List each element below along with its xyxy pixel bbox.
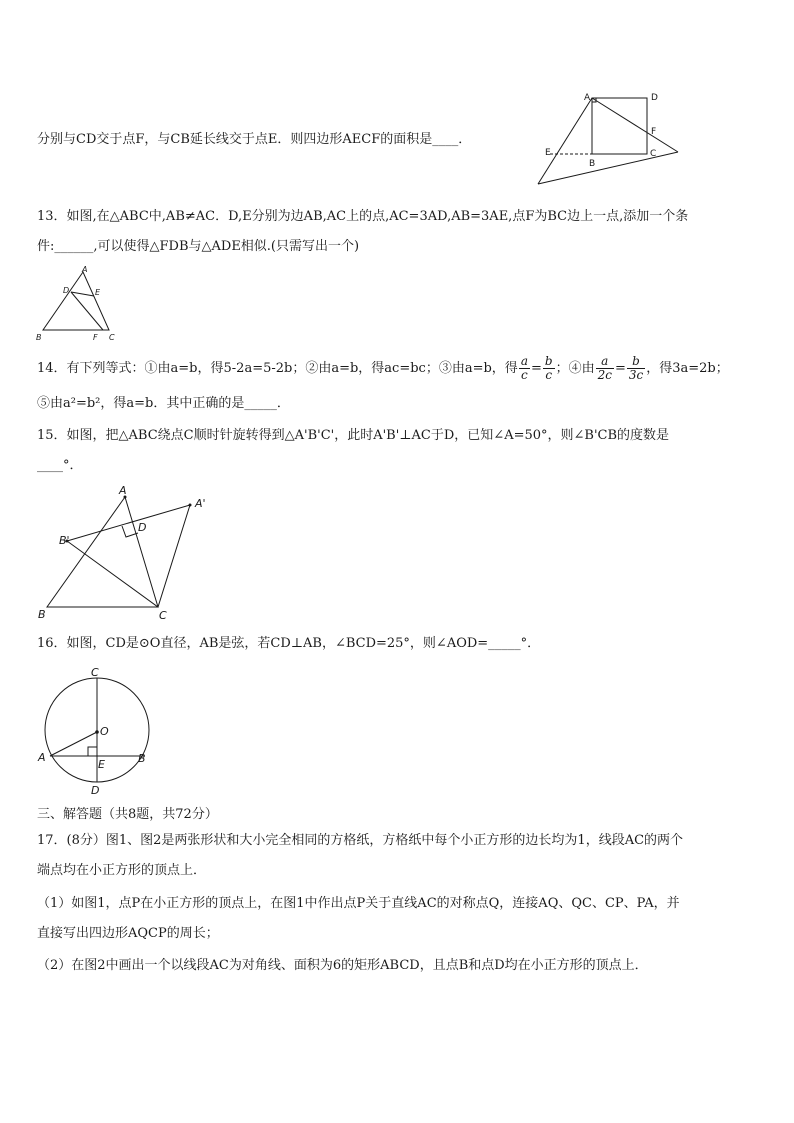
q17-line-2: 端点均在小正方形的顶点上． bbox=[37, 863, 207, 878]
q14-line-1 bbox=[37, 355, 729, 382]
q16-text: 16．如图，CD是⊙O直径，AB是弦，若CD⊥AB，∠BCD=25°，则∠AOD=_____°． bbox=[37, 636, 541, 651]
q15-triangle-abc bbox=[47, 497, 158, 607]
q13-triangle bbox=[43, 272, 109, 330]
q12-label-a: A bbox=[584, 93, 591, 103]
q14-part-2: ；④由 bbox=[555, 361, 595, 376]
q16-right-angle bbox=[88, 747, 97, 756]
q15-line-1: 15．如图，把△ABC绕点C顺时针旋转得到△A'B'C'，此时A'B'⊥AC于D，已知∠A=50°，则∠B'CB的度数是 bbox=[37, 428, 670, 443]
q16-label-b: B bbox=[138, 752, 146, 765]
q15-label-a-prime: A' bbox=[195, 497, 206, 510]
q12-side-ae bbox=[538, 98, 592, 184]
q12-label-e: E bbox=[545, 148, 551, 158]
q15-figure bbox=[35, 480, 220, 625]
q16-label-a: A bbox=[38, 751, 46, 764]
q16-segment-ao bbox=[50, 732, 97, 756]
q13-label-e: E bbox=[95, 288, 101, 297]
q14-frac-4: $\frac{b}{3c}$ bbox=[628, 354, 644, 382]
q16-label-e: E bbox=[98, 758, 105, 771]
q12-square bbox=[592, 98, 647, 154]
q12-label-c: C bbox=[650, 149, 657, 159]
q12-label-f: F bbox=[651, 127, 657, 137]
q14-frac-1: $\frac{a}{c}$ bbox=[520, 354, 528, 382]
q14-frac-2: $\frac{b}{c}$ bbox=[544, 354, 553, 382]
section-3-heading: 三、解答题（共8题，共72分） bbox=[37, 807, 218, 822]
q14-frac-3: $\frac{a}{2c}$ bbox=[597, 354, 612, 382]
q14-part-1: 14．有下列等式：①由a=b，得5-2a=5-2b；②由a=b，得ac=bc；③由a=b，得 bbox=[37, 361, 518, 376]
q12-side-ec bbox=[538, 152, 678, 184]
q15-label-b: B bbox=[38, 608, 46, 621]
q13-segment-df bbox=[71, 292, 103, 330]
q15-label-a: A bbox=[119, 484, 127, 497]
q15-label-b-prime: B' bbox=[59, 534, 70, 547]
q16-label-d: D bbox=[91, 784, 100, 797]
q17-line-5: （2）在图2中画出一个以线段AC为对角线、面积为6的矩形ABCD，且点B和点D均在小正方形的顶点上． bbox=[37, 958, 648, 973]
q13-line-1: 13．如图,在△ABC中,AB≠AC．D,E分别为边AB,AC上的点,AC=3AD,AB=3AE,点F为BC边上一点,添加一个条 bbox=[37, 209, 689, 224]
q14-part-3: ，得3a=2b； bbox=[646, 361, 729, 376]
q17-line-3: （1）如图1，点P在小正方形的顶点上，在图1中作出点P关于直线AC的对称点Q，连接AQ、QC、CP、PA，并 bbox=[37, 896, 680, 911]
q15-line-2: ____°． bbox=[37, 458, 83, 473]
q15-triangle-a2b2c bbox=[67, 505, 190, 607]
q15-label-c: C bbox=[159, 609, 167, 622]
q12-figure bbox=[530, 88, 690, 188]
q17-line-1: 17．(8分）图1、图2是两张形状和大小完全相同的方格纸，方格纸中每个小正方形的边长均为1，线段AC的两个 bbox=[37, 833, 684, 848]
q13-label-d: D bbox=[63, 286, 70, 295]
q13-label-c: C bbox=[109, 333, 115, 342]
q12-side-af bbox=[592, 98, 678, 152]
q13-label-a: A bbox=[82, 265, 88, 274]
q16-figure bbox=[33, 660, 153, 800]
q13-label-b: B bbox=[36, 333, 42, 342]
q13-line-2: 件:______,可以使得△FDB与△ADE相似.(只需写出一个) bbox=[37, 239, 360, 254]
q12-label-b: B bbox=[589, 159, 596, 169]
q13-label-f: F bbox=[93, 333, 98, 342]
q13-figure bbox=[33, 264, 125, 344]
q17-line-4: 直接写出四边形AQCP的周长； bbox=[37, 926, 219, 941]
q15-label-d: D bbox=[138, 521, 147, 534]
q14-equals-1: = bbox=[530, 361, 542, 376]
q16-label-c: C bbox=[91, 666, 99, 679]
q16-label-o: O bbox=[100, 725, 109, 738]
q14-line-2: ⑤由a²=b²，得a=b．其中正确的是_____． bbox=[37, 396, 290, 411]
q12-text: 分别与CD交于点F，与CB延长线交于点E．则四边形AECF的面积是____． bbox=[37, 132, 472, 147]
q14-equals-2: = bbox=[614, 361, 626, 376]
q12-label-d: D bbox=[651, 93, 658, 103]
